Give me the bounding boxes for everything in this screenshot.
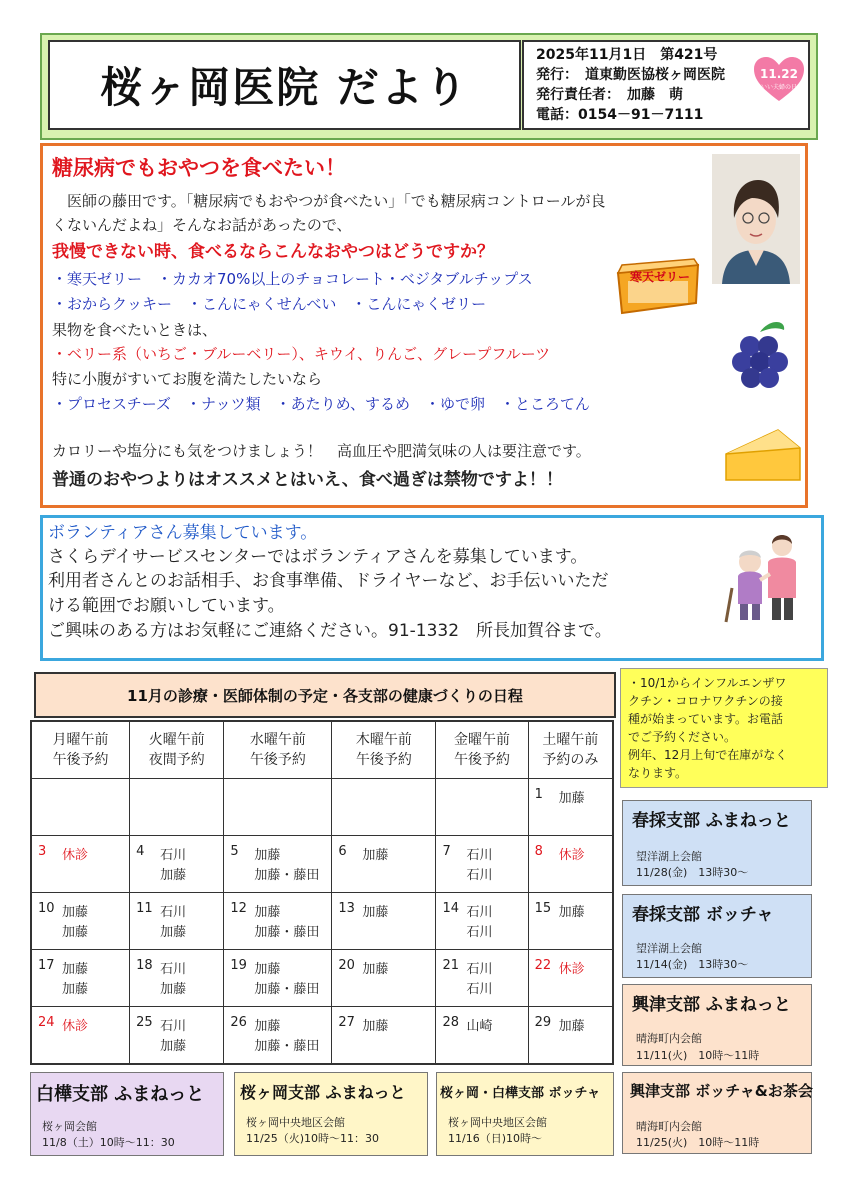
snack-heading: 糖尿病でもおやつを食べたい！ (52, 156, 346, 180)
branch-title: 春採支部 ふまねっと (632, 811, 791, 831)
schedule-cell (31, 950, 130, 1007)
jelly-label: 寒天ゼリー (629, 270, 691, 284)
schedule-cell (224, 1007, 332, 1065)
vaccine-line5: 例年、12月上旬で在庫がなく (628, 748, 788, 762)
header-saturday-l1: 土曜午前 (542, 732, 599, 748)
schedule-doctor-am: 石川 (466, 848, 493, 863)
schedule-cell (130, 1007, 224, 1065)
branch-title: 白樺支部 ふまねっと (36, 1084, 205, 1105)
branch-title: 桜ヶ岡支部 ふまねっと (240, 1083, 406, 1102)
schedule-day-number: 13 (338, 901, 355, 916)
header-monday (31, 721, 130, 779)
schedule-cell (130, 779, 224, 836)
schedule-day-number: 10 (38, 901, 55, 916)
schedule-doctor-am: 加藤 (362, 905, 389, 920)
schedule-cell (31, 1007, 130, 1065)
schedule-day-number: 19 (230, 958, 247, 973)
schedule-day-number: 26 (230, 1015, 247, 1030)
header-saturday (528, 721, 613, 779)
header-wednesday-l1: 水曜午前 (249, 732, 306, 748)
schedule-doctor-am: 石川 (466, 962, 493, 977)
snack-list-2: ・おからクッキー ・こんにゃくせんべい ・こんにゃくゼリー (52, 295, 487, 313)
vaccine-line4: でご予約ください。 (628, 730, 737, 744)
volunteer-line2: 利用者さんとのお話相手、お食事準備、ドライヤーなど、お手伝いいただ (48, 571, 609, 591)
schedule-cell (130, 893, 224, 950)
schedule-row (31, 1007, 613, 1065)
schedule-doctor-am: 加藤 (254, 962, 281, 977)
header-wednesday (224, 721, 332, 779)
agar-jelly-icon (614, 255, 702, 317)
branch-time: 11/14(金) 13時30～ (636, 958, 749, 971)
publisher: 発行： 道東勤医協桜ヶ岡医院 (536, 67, 725, 83)
schedule-row (31, 893, 613, 950)
schedule-doctor-am: 石川 (160, 848, 187, 863)
branch-place: 桜ヶ岡中央地区会館 (448, 1116, 547, 1129)
schedule-doctor-am: 休診 (62, 1019, 89, 1034)
schedule-table (30, 720, 614, 1065)
schedule-day-number: 1 (534, 787, 543, 802)
snack-intro-line2: くないんだよね」そんなお話があったので、 (52, 216, 352, 234)
schedule-doctor-am: 山崎 (466, 1019, 493, 1034)
schedule-day-number: 25 (136, 1015, 153, 1030)
schedule-row (31, 836, 613, 893)
schedule-doctor-pm: 加藤・藤田 (254, 982, 320, 997)
schedule-day-number: 24 (38, 1015, 55, 1030)
schedule-day-number: 5 (230, 844, 239, 859)
schedule-day-number: 21 (442, 958, 459, 973)
hungry-list: ・プロセスチーズ ・ナッツ類 ・あたりめ、するめ ・ゆで卵 ・ところてん (52, 395, 590, 413)
schedule-day-number: 22 (534, 958, 552, 973)
schedule-day-number: 15 (534, 901, 552, 916)
header-friday-l1: 金曜午前 (454, 732, 511, 748)
branch-place: 望洋湖上会館 (636, 942, 702, 955)
schedule-doctor-pm: 加藤 (62, 925, 89, 940)
issue-date: 2025年11月1日 第421号 (536, 47, 718, 63)
schedule-cell (436, 893, 528, 950)
branch-place: 桜ヶ岡会館 (42, 1120, 97, 1133)
snack-closing: 普通のおやつよりはオススメとはいえ、食べ過ぎは禁物ですよ！！ (52, 470, 563, 490)
calorie-note: カロリーや塩分にも気をつけましょう！ 高血圧や肥満気味の人は要注意です。 (52, 442, 591, 460)
header-tuesday-l1: 火曜午前 (148, 732, 205, 748)
schedule-doctor-pm: 加藤・藤田 (254, 925, 320, 940)
header-thursday-l1: 木曜午前 (355, 732, 412, 748)
header-thursday-l2: 午後予約 (355, 752, 412, 768)
header-monday-l2: 午後予約 (52, 752, 109, 768)
heart-badge-icon (752, 55, 806, 103)
snack-intro-line1: 医師の藤田です。「糖尿病でもおやつが食べたい」「でも糖尿病コントロールが良 (52, 192, 606, 210)
snack-question: 我慢できない時、食べるならこんなおやつはどうですか？ (52, 242, 494, 262)
schedule-day-number: 18 (136, 958, 153, 973)
schedule-doctor-pm: 加藤 (160, 925, 187, 940)
schedule-day-number: 20 (338, 958, 355, 973)
branch-time: 11/11(火) 10時～11時 (636, 1049, 760, 1062)
header-tuesday (130, 721, 224, 779)
hungry-intro: 特に小腹がすいてお腹を満たしたいなら (52, 370, 323, 388)
header-tuesday-l2: 夜間予約 (148, 752, 205, 768)
schedule-day-number: 11 (136, 901, 153, 916)
schedule-cell (332, 893, 436, 950)
schedule-cell (31, 836, 130, 893)
volunteer-line1: さくらデイサービスセンターではボランティアさんを募集しています。 (48, 547, 588, 567)
branch-time: 11/28(金) 13時30～ (636, 866, 749, 879)
schedule-cell (130, 950, 224, 1007)
schedule-doctor-am: 休診 (62, 848, 89, 863)
schedule-cell (332, 950, 436, 1007)
schedule-day-number: 27 (338, 1015, 355, 1030)
fruit-list: ・ベリー系（いちご・ブルーベリー）、キウイ、りんご、グレープフルーツ (52, 345, 551, 363)
snack-list-1: ・寒天ゼリー ・カカオ70%以上のチョコレート・ベジタブルチップス (52, 270, 533, 288)
branch-time: 11/25（火)10時～11：30 (246, 1132, 379, 1145)
vaccine-line3: 種が始まっています。お電話 (628, 712, 784, 726)
header-wednesday-l2: 午後予約 (249, 752, 306, 768)
schedule-doctor-am: 加藤 (254, 905, 281, 920)
blueberry-icon (720, 316, 800, 392)
header-friday-l2: 午後予約 (454, 752, 511, 768)
badge-number: 11.22 (760, 67, 798, 81)
branch-title: 興津支部 ふまねっと (632, 995, 791, 1015)
schedule-cell (130, 836, 224, 893)
schedule-doctor-am: 加藤 (362, 1019, 389, 1034)
schedule-cell (528, 1007, 613, 1065)
branch-title: 興津支部 ボッチャ&お茶会 (630, 1082, 813, 1100)
caregiver-illustration (722, 528, 808, 624)
header-monday-l1: 月曜午前 (52, 732, 109, 748)
schedule-day-number: 4 (136, 844, 145, 859)
doctor-photo (712, 154, 800, 284)
schedule-doctor-am: 石川 (160, 962, 187, 977)
branch-place: 晴海町内会館 (636, 1032, 702, 1045)
schedule-cell (224, 836, 332, 893)
schedule-cell (332, 1007, 436, 1065)
schedule-row (31, 779, 613, 836)
schedule-cell (528, 893, 613, 950)
schedule-doctor-pm: 加藤 (160, 982, 187, 997)
fruit-intro: 果物を食べたいときは、 (52, 321, 218, 339)
branch-time: 11/16（日)10時～ (448, 1132, 542, 1145)
branch-time: 11/25(火) 10時～11時 (636, 1136, 760, 1149)
schedule-day-number: 28 (442, 1015, 459, 1030)
schedule-cell (332, 836, 436, 893)
header-friday (436, 721, 528, 779)
schedule-doctor-am: 加藤 (558, 791, 585, 806)
schedule-day-number: 12 (230, 901, 247, 916)
schedule-doctor-pm: 石川 (466, 868, 493, 883)
schedule-doctor-pm: 加藤・藤田 (254, 1039, 320, 1054)
phone-number: 電話：0154－91－7111 (536, 107, 704, 123)
header-thursday (332, 721, 436, 779)
branch-title: 春採支部 ボッチャ (632, 905, 774, 925)
editor: 発行責任者： 加藤 萌 (536, 87, 683, 103)
schedule-doctor-pm: 石川 (466, 982, 493, 997)
schedule-day-number: 17 (38, 958, 55, 973)
schedule-doctor-pm: 加藤・藤田 (254, 868, 320, 883)
schedule-doctor-am: 加藤 (62, 905, 89, 920)
schedule-doctor-am: 石川 (466, 905, 493, 920)
schedule-cell (436, 836, 528, 893)
schedule-doctor-am: 加藤 (362, 848, 389, 863)
schedule-cell (528, 779, 613, 836)
badge-text: いい夫婦の日 (760, 84, 798, 91)
schedule-cell (224, 779, 332, 836)
schedule-doctor-pm: 加藤 (160, 868, 187, 883)
branch-place: 晴海町内会館 (636, 1120, 702, 1133)
schedule-doctor-am: 休診 (558, 848, 585, 863)
schedule-doctor-pm: 加藤 (62, 982, 89, 997)
schedule-cell (224, 950, 332, 1007)
schedule-doctor-pm: 加藤 (160, 1039, 187, 1054)
header-saturday-l2: 予約のみ (542, 752, 599, 768)
schedule-cell (436, 950, 528, 1007)
branch-place: 桜ヶ岡中央地区会館 (246, 1116, 345, 1129)
schedule-doctor-am: 石川 (160, 1019, 187, 1034)
schedule-day-number: 6 (338, 844, 347, 859)
schedule-doctor-am: 加藤 (62, 962, 89, 977)
branch-place: 望洋湖上会館 (636, 850, 702, 863)
schedule-cell (31, 779, 130, 836)
schedule-doctor-am: 休診 (558, 962, 585, 977)
schedule-cell (528, 836, 613, 893)
schedule-row (31, 950, 613, 1007)
schedule-doctor-am: 加藤 (558, 905, 585, 920)
volunteer-heading: ボランティアさん募集しています。 (48, 523, 318, 543)
schedule-cell (31, 893, 130, 950)
schedule-cell (436, 1007, 528, 1065)
schedule-day-number: 14 (442, 901, 459, 916)
vaccine-line2: クチン・コロナワクチンの接 (628, 694, 783, 708)
branch-time: 11/8（土）10時～11：30 (42, 1136, 175, 1149)
schedule-title: 11月の診療・医師体制の予定・各支部の健康づくりの日程 (127, 686, 523, 705)
schedule-doctor-am: 石川 (160, 905, 187, 920)
schedule-cell (528, 950, 613, 1007)
branch-title: 桜ヶ岡・白樺支部 ボッチャ (440, 1086, 601, 1101)
schedule-day-number: 8 (534, 844, 543, 859)
schedule-cell (224, 893, 332, 950)
volunteer-line4: ご興味のある方はお気軽にご連絡ください。91-1332 所長加賀谷まで。 (48, 621, 612, 641)
schedule-cell (332, 779, 436, 836)
schedule-day-number: 29 (534, 1015, 552, 1030)
schedule-doctor-am: 加藤 (362, 962, 389, 977)
schedule-doctor-am: 加藤 (254, 1019, 281, 1034)
schedule-doctor-am: 加藤 (254, 848, 281, 863)
schedule-header-row (31, 721, 613, 779)
schedule-day-number: 3 (38, 844, 47, 859)
schedule-day-number: 7 (442, 844, 451, 859)
vaccine-line1: ・10/1からインフルエンザワ (628, 676, 787, 690)
schedule-cell (436, 779, 528, 836)
vaccine-line6: なります。 (628, 766, 688, 780)
cheese-icon (722, 424, 804, 486)
schedule-doctor-pm: 石川 (466, 925, 493, 940)
schedule-doctor-am: 加藤 (558, 1019, 585, 1034)
volunteer-line3: ける範囲でお願いしています。 (48, 596, 285, 616)
newsletter-title: 桜ヶ岡医院 だより (100, 63, 469, 112)
